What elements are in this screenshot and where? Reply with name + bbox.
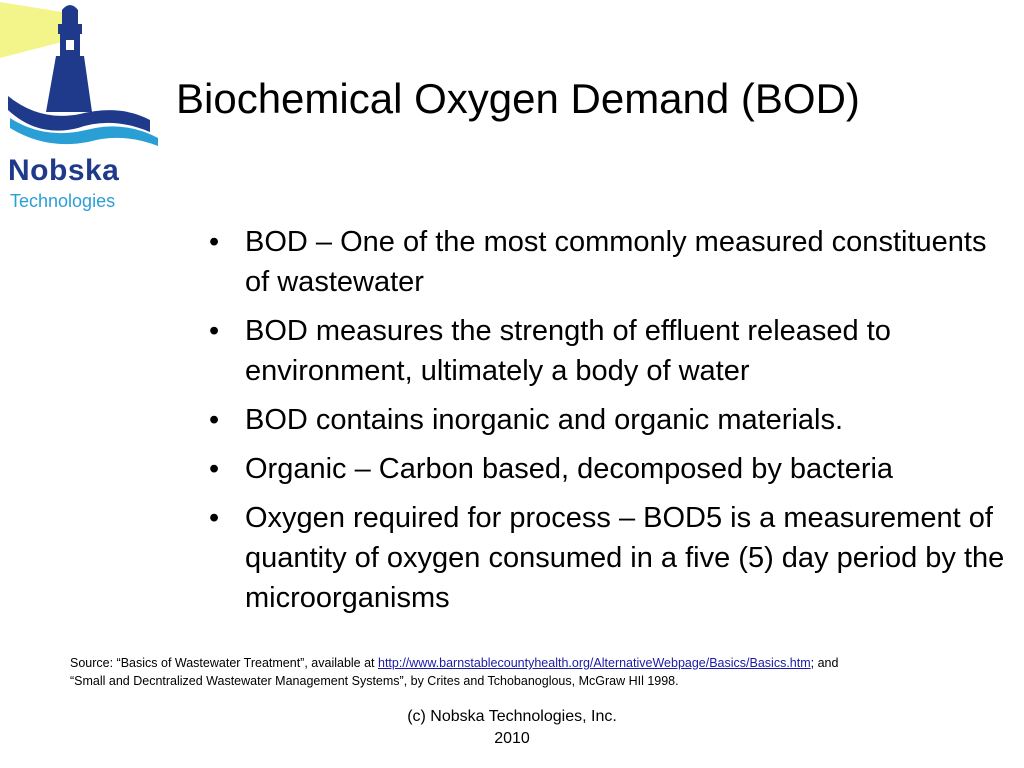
bullet-dot: • [209, 315, 220, 347]
nobska-logo [0, 0, 170, 220]
bullet-item [205, 400, 1017, 440]
bullet-text: BOD measures the strength of effluent released to environment, ultimately a body of water [245, 315, 891, 387]
source-prefix: Source: “Basics of Wastewater Treatment”, available at [70, 656, 378, 670]
bullet-item [205, 222, 1017, 302]
bullet-item [205, 498, 1017, 618]
source-line-1 [70, 654, 1010, 672]
bullet-text: Organic – Carbon based, decomposed by bacteria [245, 453, 894, 485]
bullet-item [205, 311, 1017, 391]
bullet-dot: • [209, 226, 220, 258]
bullet-text: BOD – One of the most commonly measured constituents of wastewater [245, 226, 987, 298]
lighthouse-icon [0, 0, 170, 150]
bullet-list [205, 222, 1017, 627]
source-citation [70, 654, 1010, 690]
bullet-dot: • [209, 502, 220, 534]
bullet-item [205, 449, 1017, 489]
bullet-dot: • [209, 404, 220, 436]
source-line-2: “Small and Decntralized Wastewater Management Systems”, by Crites and Tchobanoglous, McGraw HIl 1998. [70, 674, 679, 688]
copyright-line: (c) Nobska Technologies, Inc. [407, 708, 617, 725]
bullet-text: BOD contains inorganic and organic materials. [245, 404, 844, 436]
slide-title: Biochemical Oxygen Demand (BOD) [176, 75, 860, 122]
copyright-year: 2010 [494, 730, 530, 747]
bullet-dot: • [209, 453, 220, 485]
source-link[interactable]: http://www.barnstablecountyhealth.org/AlternativeWebpage/Basics/Basics.htm [378, 656, 811, 670]
logo-subtitle: Technologies [10, 191, 116, 211]
source-suffix: ; and [810, 656, 839, 670]
bullet-text: Oxygen required for process – BOD5 is a measurement of quantity of oxygen consumed in a five (5) day period by the microorganisms [245, 502, 1005, 614]
copyright-footer [362, 706, 662, 750]
logo-name: Nobska [8, 154, 120, 187]
